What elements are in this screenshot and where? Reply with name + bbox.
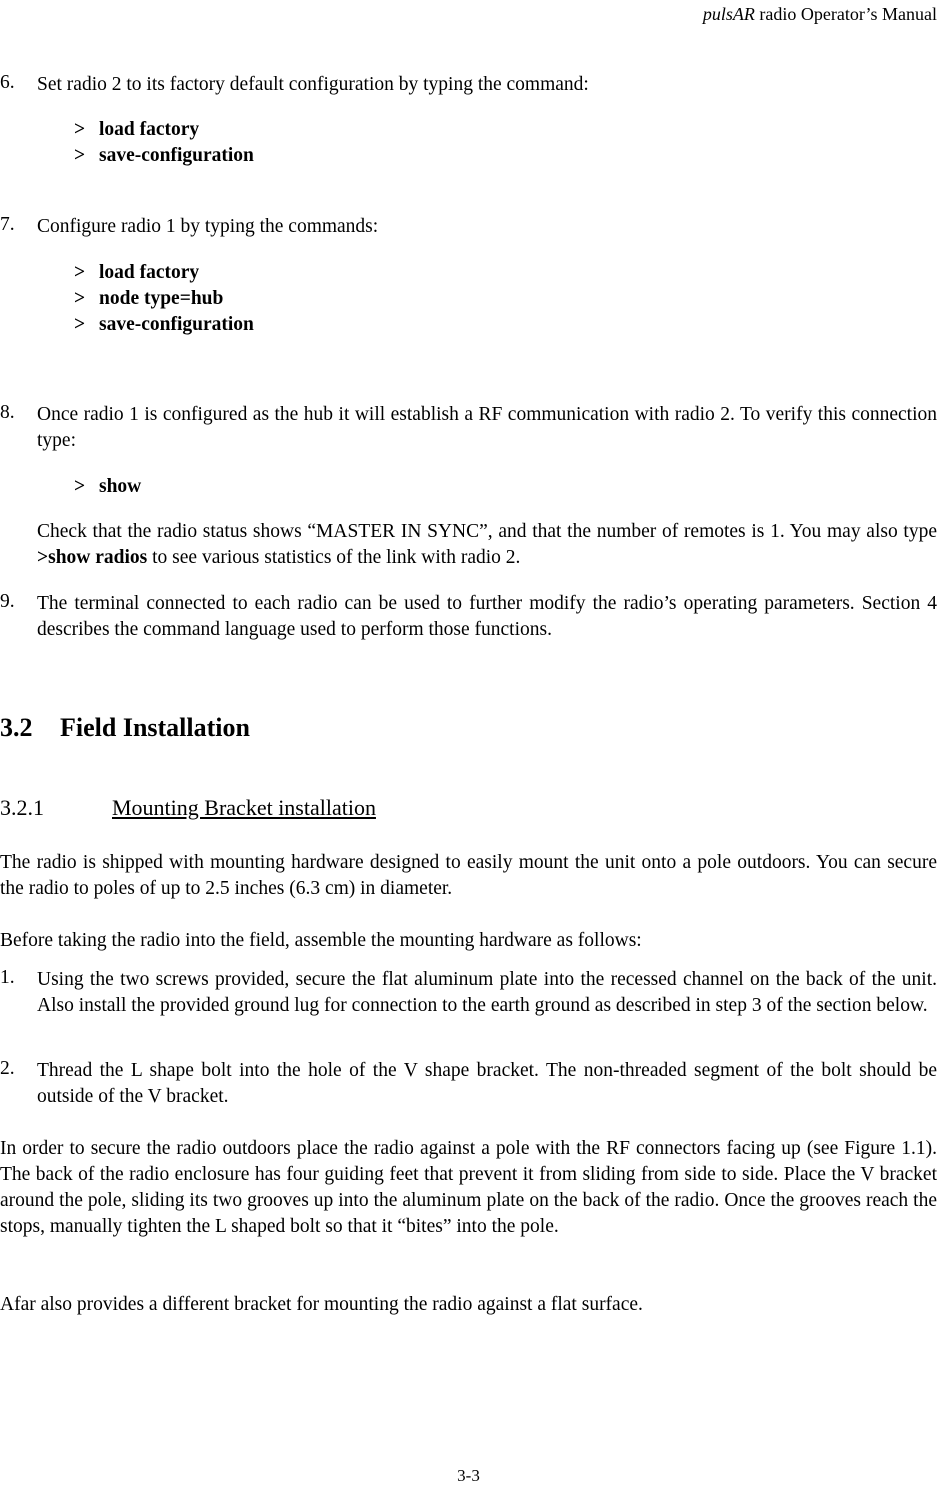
step-9-number: 9. <box>0 591 15 612</box>
section-title: Field Installation <box>60 713 250 742</box>
command-line <box>74 286 223 312</box>
step-8-number: 8. <box>0 402 15 423</box>
command-text: save-configuration <box>99 314 254 335</box>
paragraph: Afar also provides a different bracket for mounting the radio against a flat surface. <box>0 1294 643 1315</box>
paragraph: In order to secure the radio outdoors place the radio against a pole with the RF connectors facing up (see Figure 1.1). The back of the radio enclosure has four guiding feet that prevent it from sliding from side to side. Place the V bracket around the pole, sliding its two grooves up into the aluminum plate on the back of the radio. Once the grooves reach the stops, manually tighten the L shaped bolt so that it “bites” into the pole. <box>0 1138 937 1237</box>
command-text: save-configuration <box>99 145 254 166</box>
section-number: 3.2 <box>0 713 33 742</box>
brand-name: pulsAR <box>702 4 755 24</box>
command-text: load factory <box>99 262 200 283</box>
command-line <box>74 117 199 143</box>
paragraph: The radio is shipped with mounting hardware designed to easily mount the unit onto a pole outdoors. You can secure the radio to poles of up to 2.5 inches (6.3 cm) in diameter. <box>0 852 937 899</box>
prompt-symbol: > <box>74 262 86 283</box>
paragraph: Before taking the radio into the field, assemble the mounting hardware as follows: <box>0 930 642 951</box>
step-7-text: Configure radio 1 by typing the commands: <box>37 216 379 237</box>
inline-command: >show radios <box>37 547 148 568</box>
prompt-symbol: > <box>74 476 86 497</box>
list-item-number: 1. <box>0 967 15 988</box>
prompt-symbol: > <box>74 145 86 166</box>
subsection-title: Mounting Bracket installation <box>112 795 376 820</box>
prompt-symbol: > <box>74 314 86 335</box>
step-7-number: 7. <box>0 214 15 235</box>
prompt-symbol: > <box>74 288 86 309</box>
subsection-number: 3.2.1 <box>0 795 44 820</box>
command-line <box>74 260 199 286</box>
manual-title: radio Operator’s Manual <box>754 4 937 24</box>
list-item: Thread the L shape bolt into the hole of the V shape bracket. The non-threaded segment of the bolt should be outside of the V bracket. <box>37 1060 937 1107</box>
step-9-text: The terminal connected to each radio can be used to further modify the radio’s operating parameters. Section 4 describes the command language used to perform those functions. <box>37 593 937 640</box>
command-text: node type=hub <box>99 288 224 309</box>
page-header <box>703 4 937 25</box>
step-6-text: Set radio 2 to its factory default configuration by typing the command: <box>37 74 589 95</box>
command-line <box>74 474 141 500</box>
command-text: show <box>99 476 142 497</box>
section-heading <box>0 713 250 743</box>
command-text: load factory <box>99 119 200 140</box>
step-8-note: Check that the radio status shows “MASTER IN SYNC”, and that the number of remotes is 1. You may also type >show radios to see various statistics of the link with radio 2. <box>37 521 937 568</box>
page-number: 3-3 <box>457 1466 480 1485</box>
subsection-heading <box>0 795 376 821</box>
list-item-number: 2. <box>0 1058 15 1079</box>
command-line <box>74 143 254 169</box>
list-item: Using the two screws provided, secure the flat aluminum plate into the recessed channel on the back of the unit. Also install the provided ground lug for connection to the earth ground as described in step 3 of the section below. <box>37 969 937 1016</box>
step-8-text: Once radio 1 is configured as the hub it will establish a RF communication with radio 2. To verify this connection type: <box>37 404 937 451</box>
command-line <box>74 312 254 338</box>
prompt-symbol: > <box>74 119 86 140</box>
step-6-number: 6. <box>0 72 15 93</box>
